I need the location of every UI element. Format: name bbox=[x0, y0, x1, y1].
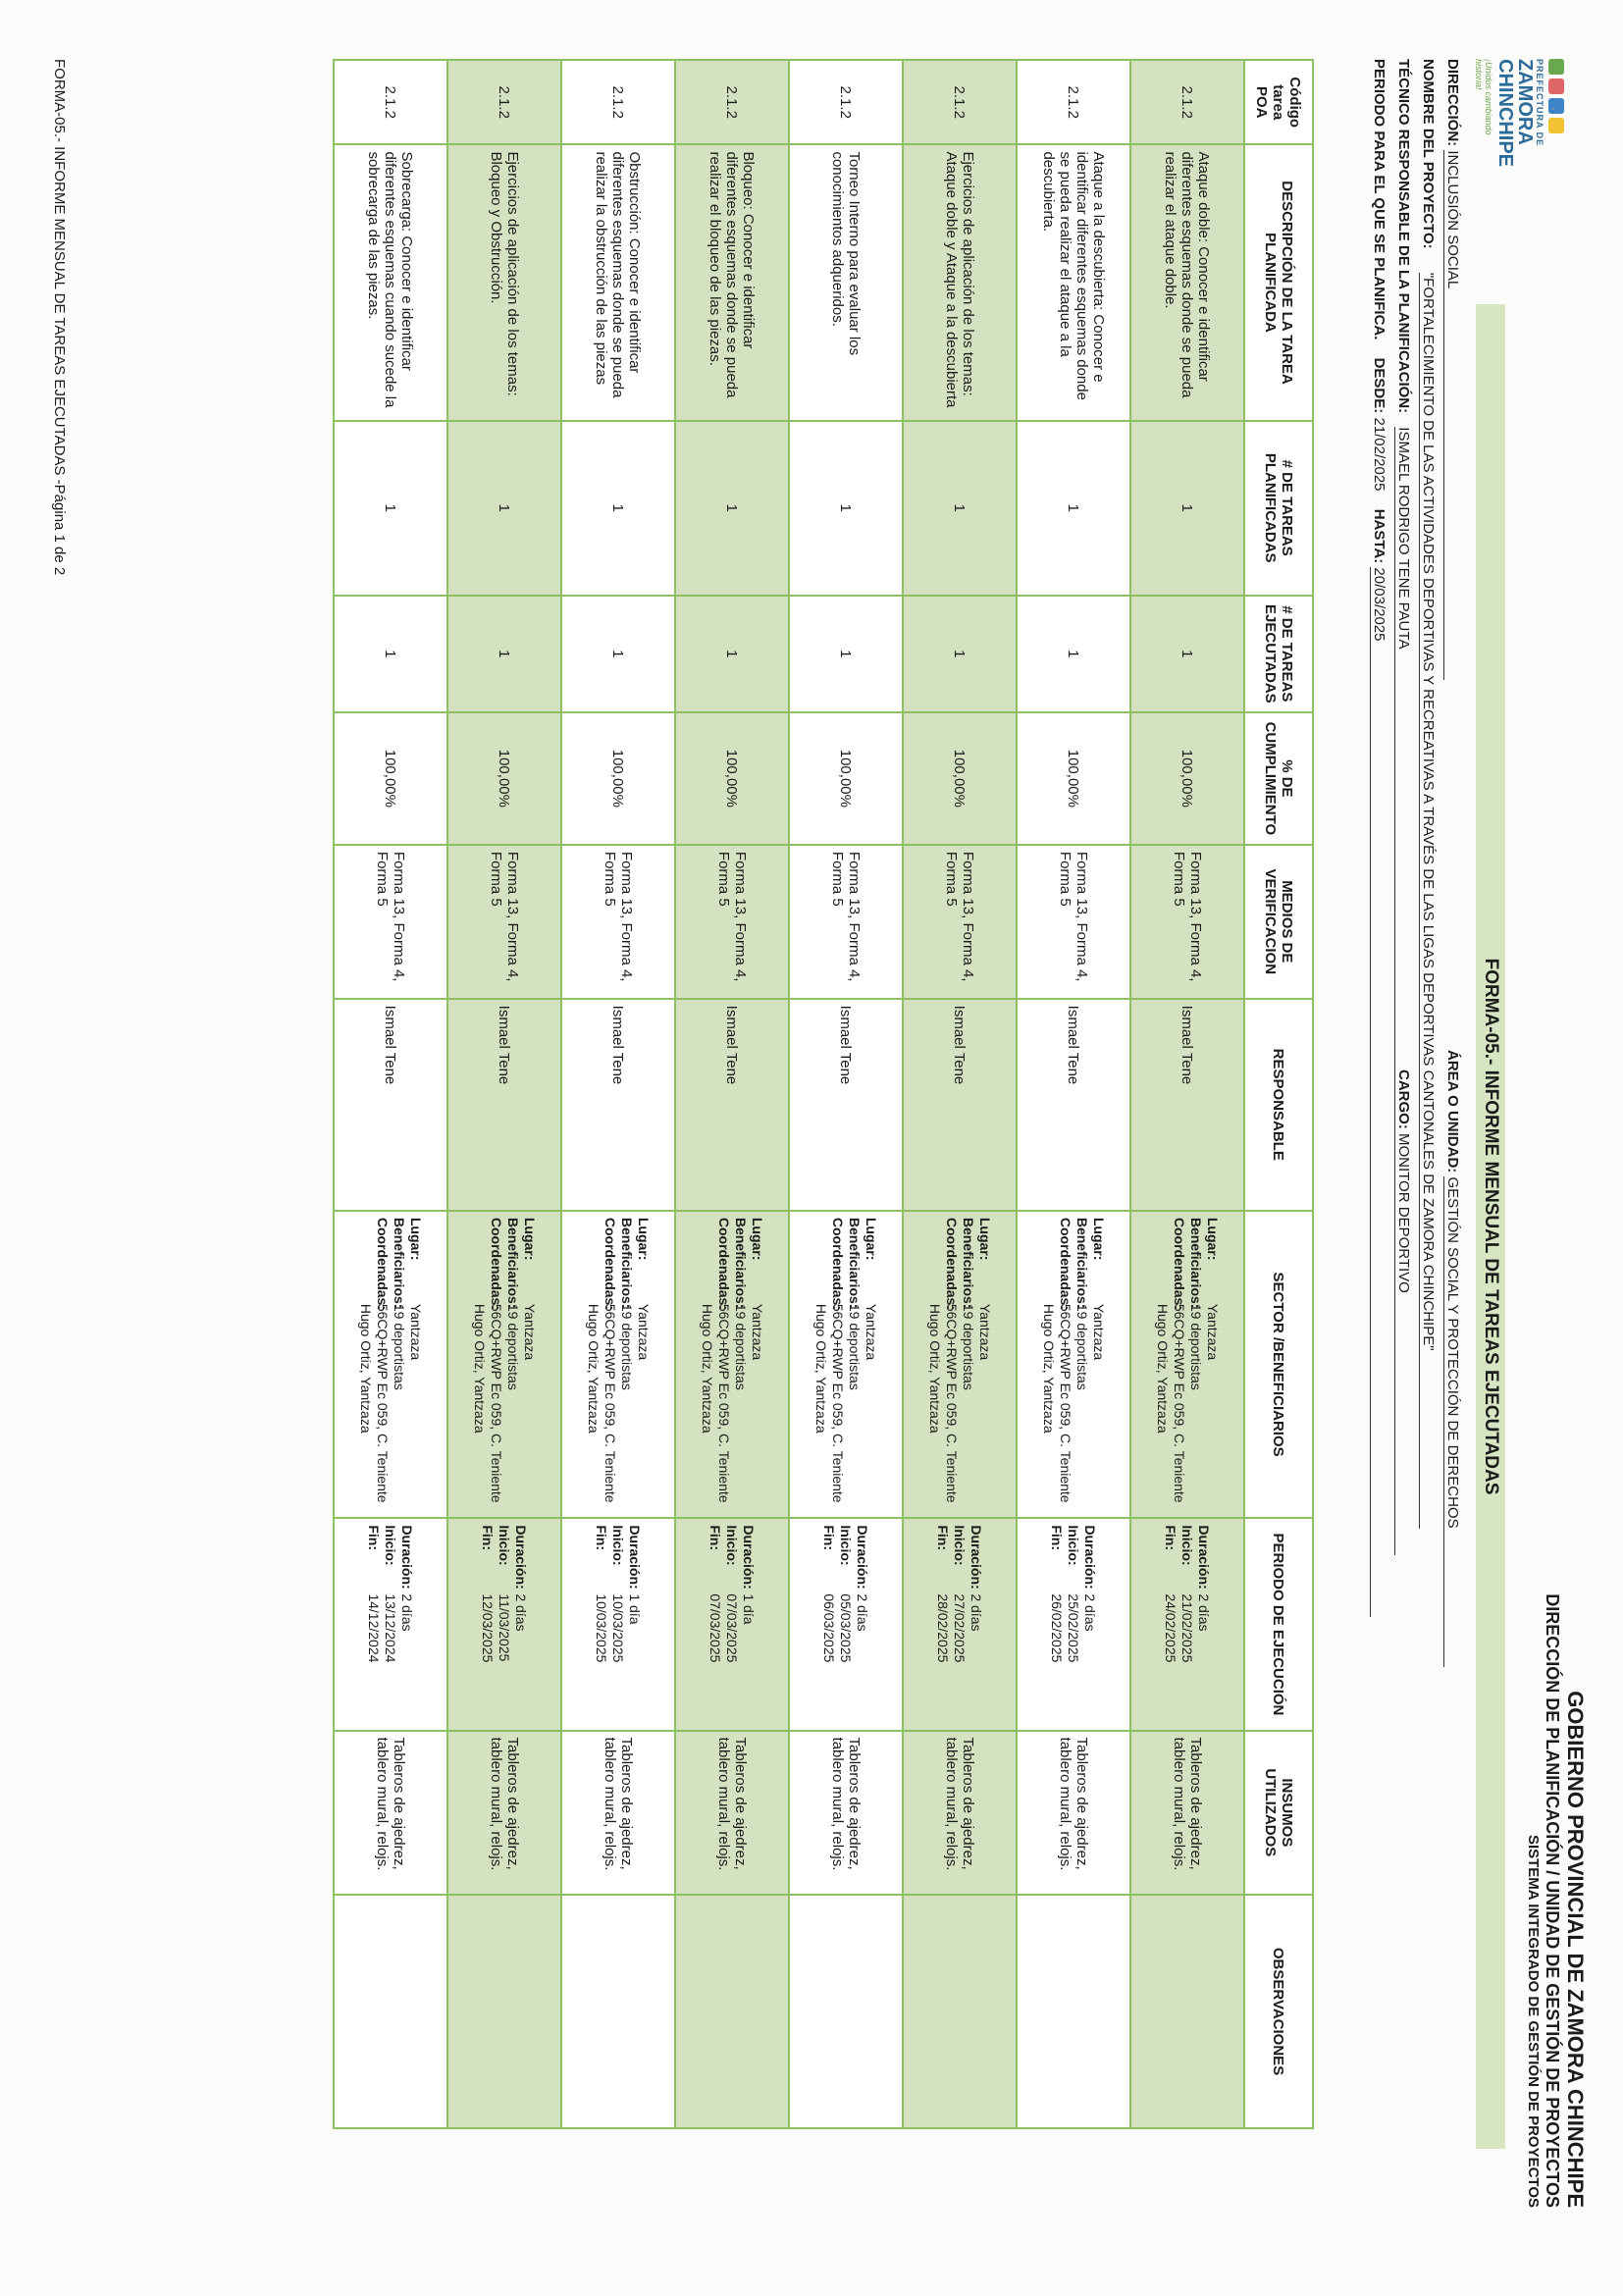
sector-lugar-value: Yantzaza bbox=[522, 1303, 538, 1361]
prefectura-logo bbox=[1466, 59, 1564, 167]
periodo-fin-label: Fin: bbox=[594, 1525, 610, 1550]
header-planificadas: # DE TAREAS PLANIFICADAS bbox=[1244, 421, 1313, 596]
periodo-inicio-line bbox=[952, 1525, 969, 1723]
cell-insumos: Tableros de ajedrez, tablero mural, relojs. bbox=[903, 1731, 1017, 1896]
cell-periodo bbox=[1130, 1518, 1244, 1730]
periodo-duracion-label: Duración: bbox=[969, 1525, 985, 1590]
cell-medios: Forma 13, Forma 4, Forma 5 bbox=[903, 845, 1017, 999]
cell-ejecutadas: 1 bbox=[675, 596, 789, 712]
cell-ejecutadas: 1 bbox=[789, 596, 903, 712]
periodo-duracion-line bbox=[1196, 1525, 1213, 1723]
sector-beneficiarios-label: Beneficiarios: bbox=[847, 1217, 863, 1309]
periodo-fin-value: 26/02/2025 bbox=[1049, 1593, 1066, 1663]
cell-ejecutadas: 1 bbox=[903, 596, 1017, 712]
desde-value: 21/02/2025 bbox=[1371, 417, 1387, 492]
header-ejecutadas: # DE TAREAS EJECUTADAS bbox=[1244, 596, 1313, 712]
table-row bbox=[675, 60, 789, 2128]
periodo-inicio-value: 07/03/2025 bbox=[724, 1593, 741, 1663]
cell-observaciones bbox=[1017, 1895, 1130, 2128]
area-field bbox=[1443, 1050, 1461, 1667]
cargo-value: MONITOR DEPORTIVO bbox=[1394, 1133, 1412, 1555]
periodo-inicio-line bbox=[383, 1525, 399, 1723]
sector-beneficiarios-line bbox=[1187, 1218, 1204, 1511]
periodo-duracion-value: 2 días bbox=[1082, 1593, 1099, 1632]
cell-observaciones bbox=[675, 1895, 789, 2128]
cell-responsable: Ismael Tene bbox=[447, 999, 561, 1211]
periodo-duracion-line bbox=[399, 1525, 416, 1723]
cell-insumos: Tableros de ajedrez, tablero mural, relojs. bbox=[447, 1731, 561, 1896]
cell-ejecutadas: 1 bbox=[334, 596, 447, 712]
cell-sector bbox=[903, 1211, 1017, 1518]
table-row bbox=[1017, 60, 1130, 2128]
cell-planificadas: 1 bbox=[675, 421, 789, 596]
sector-coordenadas-value: 56CQ+RWP Ec 059, C. Teniente Hugo Ortiz, Yantzaza bbox=[358, 1303, 391, 1503]
hasta-value: 20/03/2025 bbox=[1370, 567, 1387, 1617]
periodo-duracion-value: 2 días bbox=[969, 1593, 985, 1632]
sector-lugar-line bbox=[1204, 1218, 1221, 1511]
scan-artifact-mark: · bbox=[1550, 98, 1556, 118]
periodo-inicio-line bbox=[724, 1525, 741, 1723]
sector-lugar-line bbox=[863, 1218, 879, 1511]
cell-cumplimiento: 100,00% bbox=[1130, 712, 1244, 845]
periodo-fin-label: Fin: bbox=[1163, 1525, 1179, 1550]
sector-beneficiarios-value: 19 deportistas bbox=[961, 1303, 976, 1390]
cell-descripcion: Sobrecarga: Conocer e identificar diferentes esquemas cuando sucede la sobrecarga de las piezas. bbox=[334, 144, 447, 420]
cell-responsable: Ismael Tene bbox=[675, 999, 789, 1211]
periodo-fin-label: Fin: bbox=[480, 1525, 497, 1550]
cell-responsable: Ismael Tene bbox=[334, 999, 447, 1211]
sector-lugar-label: Lugar: bbox=[408, 1217, 424, 1261]
sector-beneficiarios-label: Beneficiarios: bbox=[961, 1217, 976, 1309]
sector-coordenadas-line bbox=[1040, 1218, 1073, 1511]
periodo-duracion-line bbox=[969, 1525, 985, 1723]
cell-descripcion: Obstrucción: Conocer e identificar diferentes esquemas donde se pueda realizar la obstrucción de las piezas bbox=[561, 144, 675, 420]
periodo-duracion-label: Duración: bbox=[1196, 1525, 1213, 1590]
periodo-fin-value: 24/02/2025 bbox=[1163, 1593, 1179, 1663]
sector-lugar-label: Lugar: bbox=[522, 1217, 538, 1261]
cell-cumplimiento: 100,00% bbox=[1017, 712, 1130, 845]
sector-beneficiarios-line bbox=[391, 1218, 407, 1511]
tecnico-value: ISMAEL RODRIGO TENE PAUTA bbox=[1394, 427, 1412, 1133]
sector-lugar-label: Lugar: bbox=[864, 1217, 879, 1261]
area-value: GESTIÓN SOCIAL Y PROTECCIÓN DE DERECHOS bbox=[1443, 1176, 1461, 1667]
cell-cumplimiento: 100,00% bbox=[789, 712, 903, 845]
cell-descripcion: Bloqueo: Conocer e identificar diferentes esquemas donde se pueda realizar el bloqueo de las piezas. bbox=[675, 144, 789, 420]
proyecto-value: "FORTALECIMIENTO DE LAS ACTIVIDADES DEPORTIVAS Y RECREATIVAS A TRAVÉS DE LAS LIGAS DEPORTIVAS CANTONALES DE ZAMORA CHINCHIPE" bbox=[1419, 273, 1437, 1529]
cell-codigo: 2.1.2 bbox=[1017, 60, 1130, 144]
sector-beneficiarios-line bbox=[618, 1218, 635, 1511]
sector-coordenadas-value: 56CQ+RWP Ec 059, C. Teniente Hugo Ortiz, Yantzaza bbox=[927, 1303, 960, 1503]
cell-ejecutadas: 1 bbox=[561, 596, 675, 712]
cell-observaciones bbox=[903, 1895, 1017, 2128]
sector-lugar-line bbox=[407, 1218, 424, 1511]
periodo-inicio-value: 13/12/2024 bbox=[383, 1593, 399, 1663]
tecnico-field bbox=[1394, 59, 1412, 1133]
page-footer: FORMA-05.- INFORME MENSUAL DE TAREAS EJECUTADAS -Página 1 de 2 bbox=[51, 59, 68, 576]
sector-beneficiarios-value: 19 deportistas bbox=[847, 1303, 863, 1390]
periodo-duracion-line bbox=[513, 1525, 530, 1723]
cell-codigo: 2.1.2 bbox=[789, 60, 903, 144]
cell-sector bbox=[1017, 1211, 1130, 1518]
sector-lugar-line bbox=[749, 1218, 765, 1511]
periodo-fin-line bbox=[594, 1525, 610, 1723]
cell-observaciones bbox=[447, 1895, 561, 2128]
cell-medios: Forma 13, Forma 4, Forma 5 bbox=[675, 845, 789, 999]
sector-beneficiarios-line bbox=[504, 1218, 521, 1511]
cell-insumos: Tableros de ajedrez, tablero mural, relojs. bbox=[334, 1731, 447, 1896]
form-title: FORMA-05.- INFORME MENSUAL DE TAREAS EJECUTADAS bbox=[1476, 304, 1505, 2149]
cell-insumos: Tableros de ajedrez, tablero mural, relojs. bbox=[675, 1731, 789, 1896]
periodo-duracion-label: Duración: bbox=[399, 1525, 416, 1590]
table-row bbox=[789, 60, 903, 2128]
sector-coordenadas-value: 56CQ+RWP Ec 059, C. Teniente Hugo Ortiz, Yantzaza bbox=[813, 1303, 846, 1503]
table-row bbox=[561, 60, 675, 2128]
periodo-inicio-label: Inicio: bbox=[610, 1525, 627, 1566]
cell-medios: Forma 13, Forma 4, Forma 5 bbox=[1130, 845, 1244, 999]
cell-observaciones bbox=[334, 1895, 447, 2128]
sector-beneficiarios-label: Beneficiarios: bbox=[619, 1217, 635, 1309]
cell-codigo: 2.1.2 bbox=[903, 60, 1017, 144]
sector-beneficiarios-value: 19 deportistas bbox=[733, 1303, 749, 1390]
cell-insumos: Tableros de ajedrez, tablero mural, relojs. bbox=[561, 1731, 675, 1896]
sector-lugar-value: Yantzaza bbox=[864, 1303, 879, 1361]
periodo-fin-line bbox=[1049, 1525, 1066, 1723]
cell-periodo bbox=[447, 1518, 561, 1730]
cell-ejecutadas: 1 bbox=[1130, 596, 1244, 712]
periodo-inicio-line bbox=[1179, 1525, 1196, 1723]
periodo-fin-line bbox=[821, 1525, 838, 1723]
sector-coordenadas-line bbox=[926, 1218, 960, 1511]
cell-codigo: 2.1.2 bbox=[1130, 60, 1244, 144]
cell-ejecutadas: 1 bbox=[1017, 596, 1130, 712]
sector-lugar-label: Lugar: bbox=[750, 1217, 765, 1261]
sector-lugar-value: Yantzaza bbox=[750, 1303, 765, 1361]
logo-tagline: ¡Unidos cambiando historia! bbox=[1474, 59, 1493, 135]
cell-observaciones bbox=[789, 1895, 903, 2128]
periodo-duracion-line bbox=[1082, 1525, 1099, 1723]
sector-coordenadas-line bbox=[471, 1218, 504, 1511]
sector-beneficiarios-value: 19 deportistas bbox=[1074, 1303, 1090, 1390]
table-row bbox=[903, 60, 1017, 2128]
periodo-duracion-line bbox=[855, 1525, 871, 1723]
header-medios: MEDIOS DE VERIFICACION bbox=[1244, 845, 1313, 999]
cell-planificadas: 1 bbox=[789, 421, 903, 596]
periodo-duracion-line bbox=[741, 1525, 758, 1723]
cell-cumplimiento: 100,00% bbox=[334, 712, 447, 845]
direccion-label: DIRECCIÓN: bbox=[1444, 59, 1461, 147]
periodo-inicio-label: Inicio: bbox=[383, 1525, 399, 1566]
periodo-fin-value: 06/03/2025 bbox=[821, 1593, 838, 1663]
periodo-inicio-line bbox=[497, 1525, 513, 1723]
sector-coordenadas-label: Coordenadas: bbox=[375, 1217, 391, 1310]
sector-beneficiarios-label: Beneficiarios: bbox=[733, 1217, 749, 1309]
periodo-duracion-value: 1 día bbox=[741, 1593, 758, 1625]
periodo-fin-line bbox=[707, 1525, 724, 1723]
cell-sector bbox=[447, 1211, 561, 1518]
header-periodo: PERIODO DE EJECUCIÓN bbox=[1244, 1518, 1313, 1730]
periodo-fin-value: 14/12/2024 bbox=[366, 1593, 383, 1663]
header-sector: SECTOR /BENEFICIARIOS bbox=[1244, 1211, 1313, 1518]
tecnico-label: TÉCNICO RESPONSABLE DE LA PLANIFICACIÓN: bbox=[1395, 59, 1412, 414]
org-unit: DIRECCIÓN DE PLANIFICACIÓN / UNIDAD DE GESTIÓN DE PROYECTOS bbox=[1543, 1593, 1562, 2208]
periodo-fin-value: 12/03/2025 bbox=[480, 1593, 497, 1663]
sector-coordenadas-value: 56CQ+RWP Ec 059, C. Teniente Hugo Ortiz, Yantzaza bbox=[472, 1303, 504, 1503]
periodo-fin-line bbox=[1163, 1525, 1179, 1723]
header-descripcion: DESCRIPCIÓN DE LA TAREA PLANIFICADA bbox=[1244, 144, 1313, 420]
sector-lugar-line bbox=[521, 1218, 538, 1511]
periodo-duracion-value: 2 días bbox=[855, 1593, 871, 1632]
sector-coordenadas-value: 56CQ+RWP Ec 059, C. Teniente Hugo Ortiz, Yantzaza bbox=[1041, 1303, 1073, 1503]
sector-coordenadas-line bbox=[357, 1218, 391, 1511]
cell-descripcion: Ejercicios de aplicación de los temas: Bloqueo y Obstrucción. bbox=[447, 144, 561, 420]
periodo-fin-label: Fin: bbox=[366, 1525, 383, 1550]
periodo-duracion-label: Duración: bbox=[627, 1525, 644, 1590]
org-system: SISTEMA INTEGRADO DE GESTIÓN DE PROYECTOS bbox=[1525, 1834, 1542, 2208]
cell-sector bbox=[675, 1211, 789, 1518]
periodo-duracion-value: 2 días bbox=[399, 1593, 416, 1632]
cell-medios: Forma 13, Forma 4, Forma 5 bbox=[447, 845, 561, 999]
sector-beneficiarios-label: Beneficiarios: bbox=[1074, 1217, 1090, 1309]
header-cumplimiento: % DE CUMPLIMIENTO bbox=[1244, 712, 1313, 845]
sector-coordenadas-label: Coordenadas: bbox=[1058, 1217, 1073, 1310]
periodo-fin-value: 10/03/2025 bbox=[594, 1593, 610, 1663]
cell-planificadas: 1 bbox=[561, 421, 675, 596]
cell-insumos: Tableros de ajedrez, tablero mural, relojs. bbox=[789, 1731, 903, 1896]
periodo-inicio-label: Inicio: bbox=[724, 1525, 741, 1566]
sector-beneficiarios-line bbox=[960, 1218, 976, 1511]
periodo-inicio-value: 10/03/2025 bbox=[610, 1593, 627, 1663]
cell-planificadas: 1 bbox=[334, 421, 447, 596]
cell-periodo bbox=[334, 1518, 447, 1730]
sector-lugar-line bbox=[976, 1218, 993, 1511]
cell-observaciones bbox=[561, 1895, 675, 2128]
cell-periodo bbox=[1017, 1518, 1130, 1730]
cell-descripcion: Ejercicios de aplicación de los temas: Ataque doble y Ataque a la descubierta bbox=[903, 144, 1017, 420]
sector-beneficiarios-line bbox=[732, 1218, 749, 1511]
periodo-inicio-label: Inicio: bbox=[838, 1525, 855, 1566]
sector-coordenadas-line bbox=[585, 1218, 618, 1511]
periodo-inicio-value: 11/03/2025 bbox=[497, 1593, 513, 1662]
cargo-label: CARGO: bbox=[1395, 1070, 1412, 1129]
sector-lugar-label: Lugar: bbox=[1205, 1217, 1221, 1261]
periodo-duracion-label: Duración: bbox=[513, 1525, 530, 1590]
sector-coordenadas-value: 56CQ+RWP Ec 059, C. Teniente Hugo Ortiz, Yantzaza bbox=[700, 1303, 732, 1503]
sector-coordenadas-value: 56CQ+RWP Ec 059, C. Teniente Hugo Ortiz, Yantzaza bbox=[586, 1303, 618, 1503]
cargo-field bbox=[1394, 1070, 1412, 1555]
sector-lugar-line bbox=[635, 1218, 652, 1511]
cell-descripcion: Torneo Interno para evaluar los conocimientos adqueridos. bbox=[789, 144, 903, 420]
sector-beneficiarios-line bbox=[846, 1218, 863, 1511]
proyecto-label: NOMBRE DEL PROYECTO: bbox=[1420, 59, 1437, 249]
sector-coordenadas-value: 56CQ+RWP Ec 059, C. Teniente Hugo Ortiz, Yantzaza bbox=[1155, 1303, 1187, 1503]
periodo-fin-line bbox=[480, 1525, 497, 1723]
periodo-label: PERIODO PARA EL QUE SE PLANIFICA. bbox=[1371, 59, 1387, 340]
sector-coordenadas-label: Coordenadas: bbox=[944, 1217, 960, 1310]
sector-lugar-line bbox=[1090, 1218, 1107, 1511]
header-responsable: RESPONSABLE bbox=[1244, 999, 1313, 1211]
periodo-inicio-value: 27/02/2025 bbox=[952, 1593, 969, 1663]
sector-lugar-label: Lugar: bbox=[977, 1217, 993, 1261]
periodo-inicio-line bbox=[838, 1525, 855, 1723]
cell-observaciones bbox=[1130, 1895, 1244, 2128]
cell-sector bbox=[789, 1211, 903, 1518]
table-row bbox=[1130, 60, 1244, 2128]
cell-cumplimiento: 100,00% bbox=[447, 712, 561, 845]
cell-codigo: 2.1.2 bbox=[675, 60, 789, 144]
periodo-duracion-label: Duración: bbox=[1082, 1525, 1099, 1590]
sector-beneficiarios-value: 19 deportistas bbox=[392, 1303, 407, 1390]
hasta-label: HASTA: bbox=[1371, 508, 1387, 564]
cell-responsable: Ismael Tene bbox=[561, 999, 675, 1211]
cell-cumplimiento: 100,00% bbox=[903, 712, 1017, 845]
header-insumos: INSUMOS UTILIZADOS bbox=[1244, 1731, 1313, 1896]
periodo-duracion-label: Duración: bbox=[741, 1525, 758, 1590]
direccion-field bbox=[1443, 59, 1461, 680]
sector-coordenadas-label: Coordenadas: bbox=[602, 1217, 618, 1310]
organization-header bbox=[1525, 1593, 1588, 2208]
table-row bbox=[447, 60, 561, 2128]
cell-codigo: 2.1.2 bbox=[334, 60, 447, 144]
periodo-fin-label: Fin: bbox=[1049, 1525, 1066, 1550]
periodo-duracion-value: 2 días bbox=[513, 1593, 530, 1632]
direccion-value: INCLUSIÓN SOCIAL bbox=[1443, 150, 1461, 680]
periodo-duracion-line bbox=[627, 1525, 644, 1723]
sector-coordenadas-label: Coordenadas: bbox=[830, 1217, 846, 1310]
periodo-inicio-line bbox=[1066, 1525, 1082, 1723]
cell-medios: Forma 13, Forma 4, Forma 5 bbox=[1017, 845, 1130, 999]
cell-ejecutadas: 1 bbox=[447, 596, 561, 712]
table-row bbox=[334, 60, 447, 2128]
periodo-duracion-label: Duración: bbox=[855, 1525, 871, 1590]
cell-responsable: Ismael Tene bbox=[1130, 999, 1244, 1211]
sector-coordenadas-line bbox=[1154, 1218, 1187, 1511]
sector-lugar-value: Yantzaza bbox=[1091, 1303, 1107, 1361]
cell-descripcion: Ataque doble: Conocer e identificar diferentes esquemas donde se pueda realizar el ataque doble. bbox=[1130, 144, 1244, 420]
header-codigo: Código tarea POA bbox=[1244, 60, 1313, 144]
logo-line1: PREFECTURA DE bbox=[1535, 59, 1544, 147]
periodo-fin-label: Fin: bbox=[935, 1525, 952, 1550]
periodo-inicio-value: 21/02/2025 bbox=[1179, 1593, 1196, 1663]
cell-periodo bbox=[789, 1518, 903, 1730]
cell-codigo: 2.1.2 bbox=[447, 60, 561, 144]
header-observaciones: OBSERVACIONES bbox=[1244, 1895, 1313, 2128]
cell-sector bbox=[1130, 1211, 1244, 1518]
sector-beneficiarios-label: Beneficiarios: bbox=[1188, 1217, 1204, 1309]
cell-planificadas: 1 bbox=[1017, 421, 1130, 596]
periodo-inicio-value: 25/02/2025 bbox=[1066, 1593, 1082, 1663]
periodo-inicio-label: Inicio: bbox=[497, 1525, 513, 1566]
sector-lugar-value: Yantzaza bbox=[977, 1303, 993, 1361]
desde-label: DESDE: bbox=[1371, 357, 1387, 414]
cell-planificadas: 1 bbox=[1130, 421, 1244, 596]
sector-beneficiarios-value: 19 deportistas bbox=[1188, 1303, 1204, 1390]
area-label: ÁREA O UNIDAD: bbox=[1444, 1050, 1461, 1174]
cell-periodo bbox=[561, 1518, 675, 1730]
sector-coordenadas-line bbox=[699, 1218, 732, 1511]
periodo-duracion-value: 2 días bbox=[1196, 1593, 1213, 1632]
proyecto-field bbox=[1419, 59, 1437, 1529]
periodo-fin-label: Fin: bbox=[821, 1525, 838, 1550]
sector-coordenadas-label: Coordenadas: bbox=[489, 1217, 504, 1310]
cell-periodo bbox=[675, 1518, 789, 1730]
periodo-inicio-line bbox=[610, 1525, 627, 1723]
sector-lugar-label: Lugar: bbox=[636, 1217, 652, 1261]
cell-sector bbox=[561, 1211, 675, 1518]
cell-medios: Forma 13, Forma 4, Forma 5 bbox=[334, 845, 447, 999]
sector-lugar-value: Yantzaza bbox=[1205, 1303, 1221, 1361]
sector-lugar-value: Yantzaza bbox=[408, 1303, 424, 1361]
logo-line2: ZAMORA bbox=[1514, 59, 1536, 145]
sector-lugar-value: Yantzaza bbox=[636, 1303, 652, 1361]
sector-beneficiarios-value: 19 deportistas bbox=[619, 1303, 635, 1390]
periodo-fin-line bbox=[366, 1525, 383, 1723]
periodo-inicio-label: Inicio: bbox=[952, 1525, 969, 1566]
sector-coordenadas-line bbox=[812, 1218, 846, 1511]
periodo-inicio-value: 05/03/2025 bbox=[838, 1593, 855, 1663]
periodo-inicio-label: Inicio: bbox=[1179, 1525, 1196, 1566]
periodo-inicio-label: Inicio: bbox=[1066, 1525, 1082, 1566]
periodo-field bbox=[1370, 59, 1387, 1617]
table-header-row bbox=[1244, 60, 1313, 2128]
cell-sector bbox=[334, 1211, 447, 1518]
sector-beneficiarios-line bbox=[1073, 1218, 1090, 1511]
cell-planificadas: 1 bbox=[903, 421, 1017, 596]
sector-coordenadas-label: Coordenadas: bbox=[716, 1217, 732, 1310]
sector-beneficiarios-label: Beneficiarios: bbox=[505, 1217, 521, 1309]
cell-responsable: Ismael Tene bbox=[1017, 999, 1130, 1211]
cell-planificadas: 1 bbox=[447, 421, 561, 596]
cell-cumplimiento: 100,00% bbox=[675, 712, 789, 845]
cell-insumos: Tableros de ajedrez, tablero mural, relojs. bbox=[1017, 1731, 1130, 1896]
cell-cumplimiento: 100,00% bbox=[561, 712, 675, 845]
cell-medios: Forma 13, Forma 4, Forma 5 bbox=[789, 845, 903, 999]
cell-periodo bbox=[903, 1518, 1017, 1730]
cell-insumos: Tableros de ajedrez, tablero mural, relojs. bbox=[1130, 1731, 1244, 1896]
sector-beneficiarios-value: 19 deportistas bbox=[505, 1303, 521, 1390]
periodo-fin-label: Fin: bbox=[707, 1525, 724, 1550]
cell-descripcion: Ataque a la descubierta: Conocer e identificar diferentes esquemas donde se pueda realizar el ataque a la descubierta. bbox=[1017, 144, 1130, 420]
logo-line3: CHINCHIPE bbox=[1494, 59, 1516, 168]
sector-coordenadas-label: Coordenadas: bbox=[1172, 1217, 1187, 1310]
periodo-duracion-value: 1 día bbox=[627, 1593, 644, 1625]
sector-beneficiarios-label: Beneficiarios: bbox=[392, 1217, 407, 1309]
periodo-fin-value: 07/03/2025 bbox=[707, 1593, 724, 1663]
tasks-table bbox=[333, 59, 1314, 2129]
periodo-fin-value: 28/02/2025 bbox=[935, 1593, 952, 1663]
periodo-fin-line bbox=[935, 1525, 952, 1723]
org-name: GOBIERNO PROVINCIAL DE ZAMORA CHINCHIPE bbox=[1563, 1691, 1588, 2208]
cell-responsable: Ismael Tene bbox=[789, 999, 903, 1211]
cell-responsable: Ismael Tene bbox=[903, 999, 1017, 1211]
cell-medios: Forma 13, Forma 4, Forma 5 bbox=[561, 845, 675, 999]
cell-codigo: 2.1.2 bbox=[561, 60, 675, 144]
sector-lugar-label: Lugar: bbox=[1091, 1217, 1107, 1261]
